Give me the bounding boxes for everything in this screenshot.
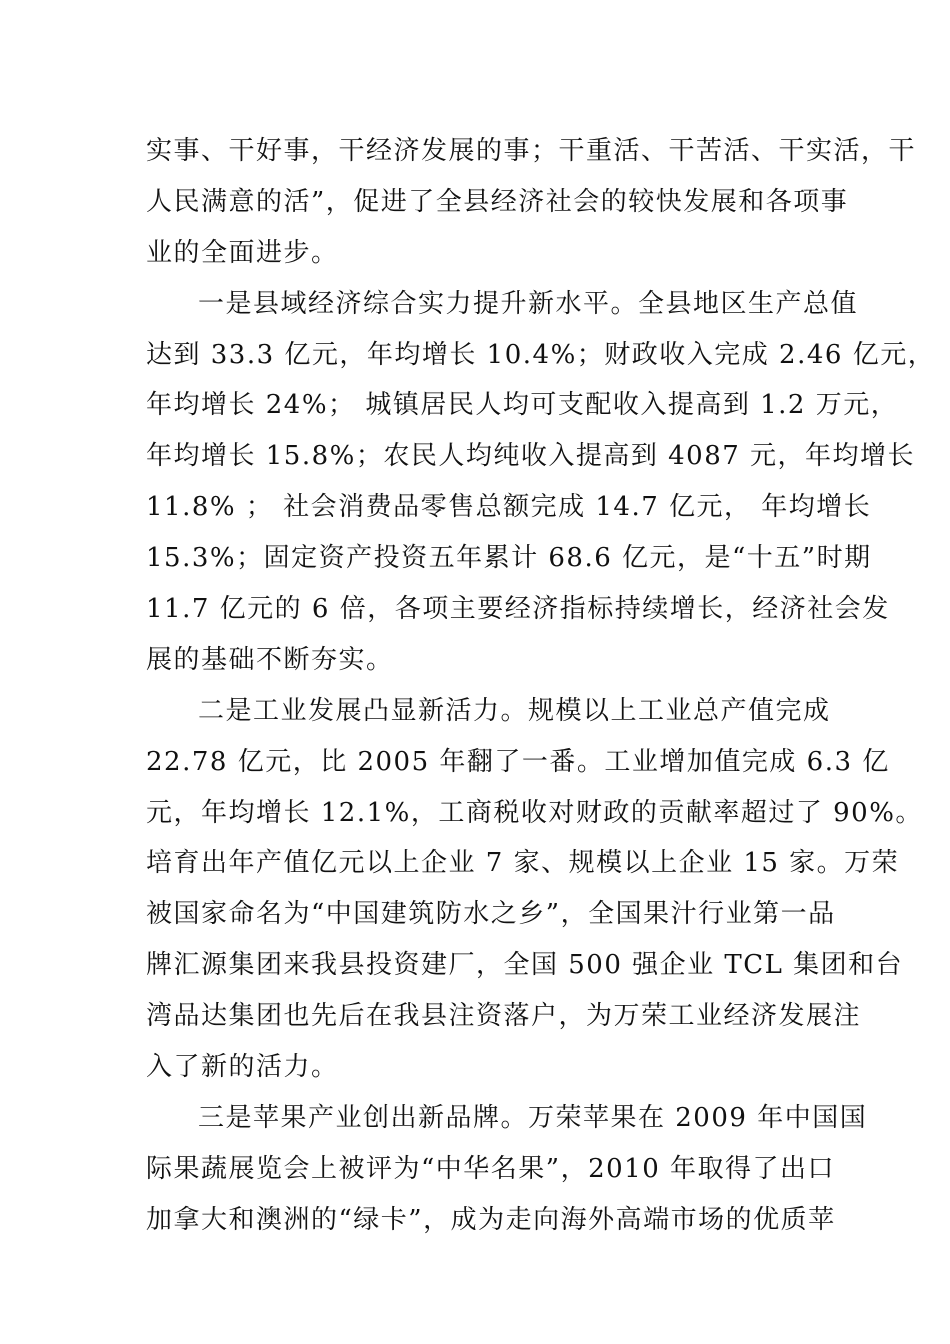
text-line: 入了新的活力。: [146, 1052, 339, 1083]
text-line: 加拿大和澳洲的“绿卡”，成为走向海外高端市场的优质苹: [146, 1204, 836, 1235]
text-line: 元，年均增长 12.1%，工商税收对财政的贡献率超过了 90%。: [146, 797, 923, 828]
text-line: 牌汇源集团来我县投资建厂，全国 500 强企业 TCL 集团和台: [146, 950, 904, 981]
text-line: 15.3%；固定资产投资五年累计 68.6 亿元，是“十五”时期: [146, 543, 872, 574]
text-line: 22.78 亿元，比 2005 年翻了一番。工业增加值完成 6.3 亿: [146, 746, 890, 777]
text-line: 展的基础不断夯实。: [146, 644, 394, 675]
text-line: 实事、干好事，干经济发展的事；干重活、干苦活、干实活，干: [146, 136, 917, 166]
text-line: 二是工业发展凸显新活力。规模以上工业总产值完成: [198, 695, 831, 726]
text-line: 被国家命名为“中国建筑防水之乡”，全国果汁行业第一品: [146, 899, 836, 930]
text-line: 人民满意的活”，促进了全县经济社会的较快发展和各项事: [146, 186, 849, 217]
paragraph-4: [146, 1093, 868, 1246]
paragraph-1: [146, 126, 917, 279]
text-line: 三是苹果产业创出新品牌。万荣苹果在 2009 年中国国: [198, 1102, 868, 1133]
text-line: 际果蔬展览会上被评为“中华名果”，2010 年取得了出口: [146, 1153, 836, 1184]
text-line: 培育出年产值亿元以上企业 7 家、规模以上企业 15 家。万荣: [146, 848, 900, 879]
text-line: 湾品达集团也先后在我县注资落户，为万荣工业经济发展注: [146, 1001, 862, 1032]
text-line: 年均增长 15.8%；农民人均纯收入提高到 4087 元，年均增长: [146, 441, 916, 472]
text-line: 11.7 亿元的 6 倍，各项主要经济指标持续增长，经济社会发: [146, 594, 890, 625]
text-line: 业的全面进步。: [146, 237, 339, 268]
document-body: [146, 126, 936, 1246]
text-line: 11.8% ； 社会消费品零售总额完成 14.7 亿元， 年均增长: [146, 492, 872, 523]
text-line: 年均增长 24%； 城镇居民人均可支配收入提高到 1.2 万元，: [146, 390, 899, 421]
paragraph-2: [146, 279, 936, 686]
paragraph-3: [146, 686, 923, 1093]
text-line: 达到 33.3 亿元，年均增长 10.4%；财政收入完成 2.46 亿元，: [146, 339, 936, 370]
text-line: 一是县域经济综合实力提升新水平。全县地区生产总值: [198, 288, 859, 319]
